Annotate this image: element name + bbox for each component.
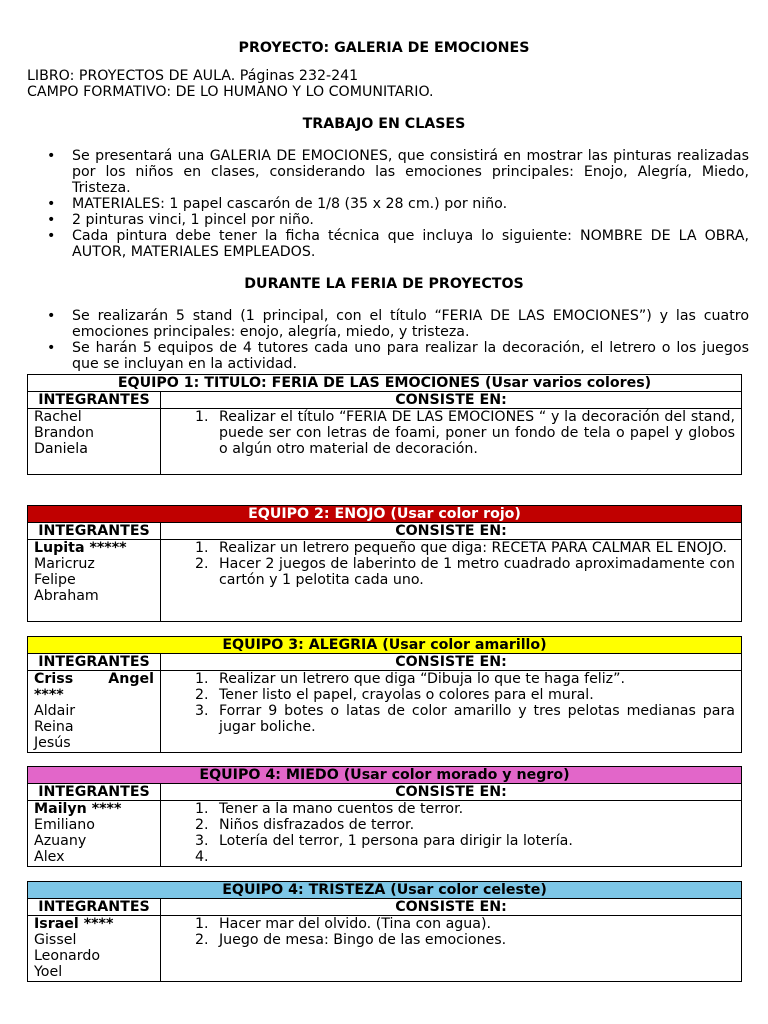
column-header-integrantes: INTEGRANTES bbox=[28, 784, 161, 801]
list-item: • Se realizarán 5 stand (1 principal, con el título “FERIA DE LAS EMOCIONES”) y las cuatro emociones principales: enojo, alegría, miedo, y tristeza. bbox=[27, 308, 749, 340]
column-header-consiste: CONSISTE EN: bbox=[161, 392, 742, 409]
tasks-cell bbox=[161, 671, 742, 753]
team-leader: Israel **** bbox=[34, 916, 114, 932]
team-leader: Lupita ***** bbox=[34, 540, 127, 556]
team-leader bbox=[34, 671, 154, 687]
task-item: 1. Tener a la mano cuentos de terror. bbox=[213, 801, 735, 817]
members-cell bbox=[28, 671, 161, 753]
member-name: Maricruz bbox=[34, 556, 95, 572]
page-title: PROYECTO: GALERIA DE EMOCIONES bbox=[238, 40, 530, 56]
list-item: • 2 pinturas vinci, 1 pincel por niño. bbox=[27, 212, 749, 228]
section-title-trabajo: TRABAJO EN CLASES bbox=[302, 116, 466, 132]
member-name: Felipe bbox=[34, 572, 76, 588]
members-cell bbox=[28, 801, 161, 867]
members-cell bbox=[28, 409, 161, 475]
team-header: EQUIPO 3: ALEGRIA (Usar color amarillo) bbox=[28, 637, 742, 654]
task-item: 1. Realizar el título “FERIA DE LAS EMOCIONES “ y la decoración del stand, puede ser con letras de foami, poner un fondo de tela o papel y globos o algún otro material de decoración. bbox=[213, 409, 735, 457]
task-item: 1. Realizar un letrero que diga “Dibuja lo que te haga feliz”. bbox=[213, 671, 735, 687]
team-leader: Mailyn **** bbox=[34, 801, 122, 817]
formative-field: CAMPO FORMATIVO: DE LO HUMANO Y LO COMUNITARIO. bbox=[27, 84, 434, 100]
member-name: Gissel bbox=[34, 932, 77, 948]
list-item: • Se presentará una GALERIA DE EMOCIONES, que consistirá en mostrar las pinturas realizadas por los niños en clases, considerando las emociones principales: Enojo, Alegría, Miedo, Tristeza. bbox=[27, 148, 749, 196]
list-item: • Cada pintura debe tener la ficha técnica que incluya lo siguiente: NOMBRE DE LA OBRA, AUTOR, MATERIALES EMPLEADOS. bbox=[27, 228, 749, 260]
member-name: Azuany bbox=[34, 833, 87, 849]
member-name: Yoel bbox=[34, 964, 63, 980]
column-header-consiste: CONSISTE EN: bbox=[161, 654, 742, 671]
task-item: 3. Forrar 9 botes o latas de color amarillo y tres pelotas medianas para jugar boliche. bbox=[213, 703, 735, 735]
task-item bbox=[213, 849, 735, 865]
column-header-integrantes: INTEGRANTES bbox=[28, 523, 161, 540]
members-cell bbox=[28, 540, 161, 622]
list-item: • Se harán 5 equipos de 4 tutores cada uno para realizar la decoración, el letrero o los juegos que se incluyan en la actividad. bbox=[27, 340, 749, 372]
member-name: Alex bbox=[34, 849, 65, 865]
team-leader-second: Angel bbox=[108, 671, 154, 687]
task-item: 1. Hacer mar del olvido. (Tina con agua). bbox=[213, 916, 735, 932]
team-leader-stars: **** bbox=[34, 687, 64, 703]
member-name: Brandon bbox=[34, 425, 94, 441]
column-header-integrantes: INTEGRANTES bbox=[28, 899, 161, 916]
bullet-list-feria bbox=[27, 308, 749, 372]
team-header: EQUIPO 2: ENOJO (Usar color rojo) bbox=[28, 506, 742, 523]
task-item: 3. Lotería del terror, 1 persona para dirigir la lotería. bbox=[213, 833, 735, 849]
column-header-consiste: CONSISTE EN: bbox=[161, 784, 742, 801]
column-header-consiste: CONSISTE EN: bbox=[161, 523, 742, 540]
member-name: Aldair bbox=[34, 703, 76, 719]
team-table-4 bbox=[27, 766, 742, 867]
team-header: EQUIPO 4: TRISTEZA (Usar color celeste) bbox=[28, 882, 742, 899]
team-table-3 bbox=[27, 636, 742, 753]
team-table-2 bbox=[27, 505, 742, 622]
column-header-consiste: CONSISTE EN: bbox=[161, 899, 742, 916]
member-name: Rachel bbox=[34, 409, 82, 425]
document-meta bbox=[27, 68, 434, 100]
tasks-cell bbox=[161, 540, 742, 622]
section-title-feria: DURANTE LA FERIA DE PROYECTOS bbox=[244, 276, 524, 292]
member-name: Daniela bbox=[34, 441, 88, 457]
task-item: 2. Niños disfrazados de terror. bbox=[213, 817, 735, 833]
members-cell bbox=[28, 916, 161, 982]
tasks-cell bbox=[161, 801, 742, 867]
team-leader-first: Criss bbox=[34, 671, 74, 687]
team-header: EQUIPO 4: MIEDO (Usar color morado y negro) bbox=[28, 767, 742, 784]
task-item: 2. Tener listo el papel, crayolas o colores para el mural. bbox=[213, 687, 735, 703]
tasks-cell bbox=[161, 409, 742, 475]
member-name: Leonardo bbox=[34, 948, 101, 964]
member-name: Emiliano bbox=[34, 817, 95, 833]
task-item: 1. Realizar un letrero pequeño que diga: RECETA PARA CALMAR EL ENOJO. bbox=[213, 540, 735, 556]
member-name: Abraham bbox=[34, 588, 99, 604]
member-name: Jesús bbox=[34, 735, 71, 751]
team-table-5 bbox=[27, 881, 742, 982]
list-item: • MATERIALES: 1 papel cascarón de 1/8 (35 x 28 cm.) por niño. bbox=[27, 196, 749, 212]
column-header-integrantes: INTEGRANTES bbox=[28, 654, 161, 671]
task-item: 2. Juego de mesa: Bingo de las emociones. bbox=[213, 932, 735, 948]
column-header-integrantes: INTEGRANTES bbox=[28, 392, 161, 409]
team-header: EQUIPO 1: TITULO: FERIA DE LAS EMOCIONES (Usar varios colores) bbox=[28, 375, 742, 392]
member-name: Reina bbox=[34, 719, 74, 735]
task-item: 2. Hacer 2 juegos de laberinto de 1 metro cuadrado aproximadamente con cartón y 1 pelotita cada uno. bbox=[213, 556, 735, 588]
bullet-list-trabajo bbox=[27, 148, 749, 260]
tasks-cell bbox=[161, 916, 742, 982]
book-reference: LIBRO: PROYECTOS DE AULA. Páginas 232-241 bbox=[27, 68, 359, 84]
team-table-1 bbox=[27, 374, 742, 475]
